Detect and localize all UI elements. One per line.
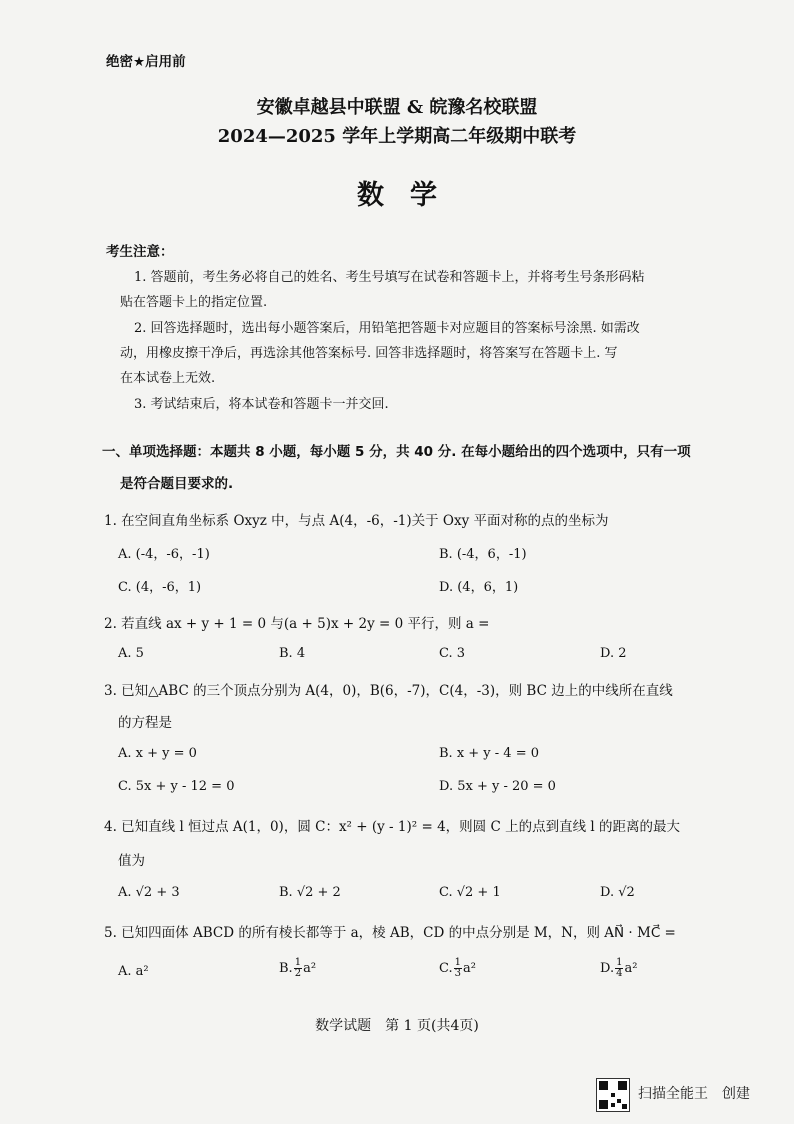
q5-option-a: A. a²	[118, 964, 149, 979]
question-1-stem: 1. 在空间直角坐标系 Oxyz 中，与点 A(4，-6，-1)关于 Oxy 平面对称的点的坐标为	[104, 513, 609, 529]
q3-option-b: B. x + y - 4 = 0	[439, 746, 540, 761]
qr-code-icon	[596, 1078, 630, 1112]
notice-line: 3. 考试结束后，将本试卷和答题卡一并交回.	[134, 397, 389, 412]
section-heading: 一、单项选择题：本题共 8 小题，每小题 5 分，共 40 分. 在每小题给出的四个选项中，只有一项	[102, 444, 691, 460]
q1-option-d: D. (4，6，1)	[439, 580, 519, 595]
q2-option-b: B. 4	[279, 646, 306, 661]
exam-title-line2: 2024—2025 学年上学期高二年级期中联考	[217, 126, 577, 147]
scanner-watermark: 扫描全能王 创建	[638, 1086, 750, 1102]
notice-heading: 考生注意：	[106, 244, 174, 260]
q5-option-d: D. $\frac{1}{4}$ a²	[600, 957, 638, 979]
question-5-stem: 5. 已知四面体 ABCD 的所有棱长都等于 a，棱 AB，CD 的中点分别是 M，N，则 AN⃗ · MC⃗ =	[104, 925, 676, 941]
page-footer: 数学试题 第 1 页(共4页)	[315, 1018, 479, 1034]
confidential-label: 绝密★启用前	[106, 54, 186, 70]
notice-line: 2. 回答选择题时，选出每小题答案后，用铅笔把答题卡对应题目的答案标号涂黑. 如需改	[134, 321, 640, 336]
q5-option-c: C. $\frac{1}{3}$ a²	[439, 957, 476, 979]
question-4-stem: 4. 已知直线 l 恒过点 A(1，0)，圆 C：x² + (y - 1)² = 4，则圆 C 上的点到直线 l 的距离的最大	[104, 819, 680, 835]
q4-option-d: D. √2	[600, 885, 635, 900]
question-3-stem-cont: 的方程是	[118, 715, 172, 731]
subject-title: 数学	[357, 180, 463, 211]
q1-option-a: A. (-4，-6，-1)	[118, 547, 210, 562]
q1-option-b: B. (-4，6，-1)	[439, 547, 527, 562]
notice-line: 动，用橡皮擦干净后，再选涂其他答案标号. 回答非选择题时，将答案写在答题卡上. 写	[120, 346, 618, 361]
q2-option-c: C. 3	[439, 646, 466, 661]
q3-option-a: A. x + y = 0	[118, 746, 197, 761]
q3-option-d: D. 5x + y - 20 = 0	[439, 779, 556, 794]
q1-option-c: C. (4，-6，1)	[118, 580, 202, 595]
q2-option-a: A. 5	[118, 646, 144, 661]
exam-title-line1: 安徽卓越县中联盟 & 皖豫名校联盟	[256, 97, 538, 118]
notice-line: 在本试卷上无效.	[120, 371, 216, 386]
q4-option-b: B. √2 + 2	[279, 885, 341, 900]
q2-option-d: D. 2	[600, 646, 627, 661]
notice-line: 贴在答题卡上的指定位置.	[120, 295, 268, 310]
q4-option-c: C. √2 + 1	[439, 885, 501, 900]
notice-line: 1. 答题前，考生务必将自己的姓名、考生号填写在试卷和答题卡上，并将考生号条形码粘	[134, 270, 645, 285]
question-3-stem: 3. 已知△ABC 的三个顶点分别为 A(4，0)，B(6，-7)，C(4，-3)，则 BC 边上的中线所在直线	[104, 683, 673, 699]
q5-option-b: B. $\frac{1}{2}$ a²	[279, 957, 317, 979]
section-heading-cont: 是符合题目要求的.	[120, 476, 234, 492]
question-4-stem-cont: 值为	[118, 853, 145, 869]
q4-option-a: A. √2 + 3	[118, 885, 180, 900]
q3-option-c: C. 5x + y - 12 = 0	[118, 779, 235, 794]
question-2-stem: 2. 若直线 ax + y + 1 = 0 与(a + 5)x + 2y = 0 平行，则 a =	[104, 616, 490, 632]
